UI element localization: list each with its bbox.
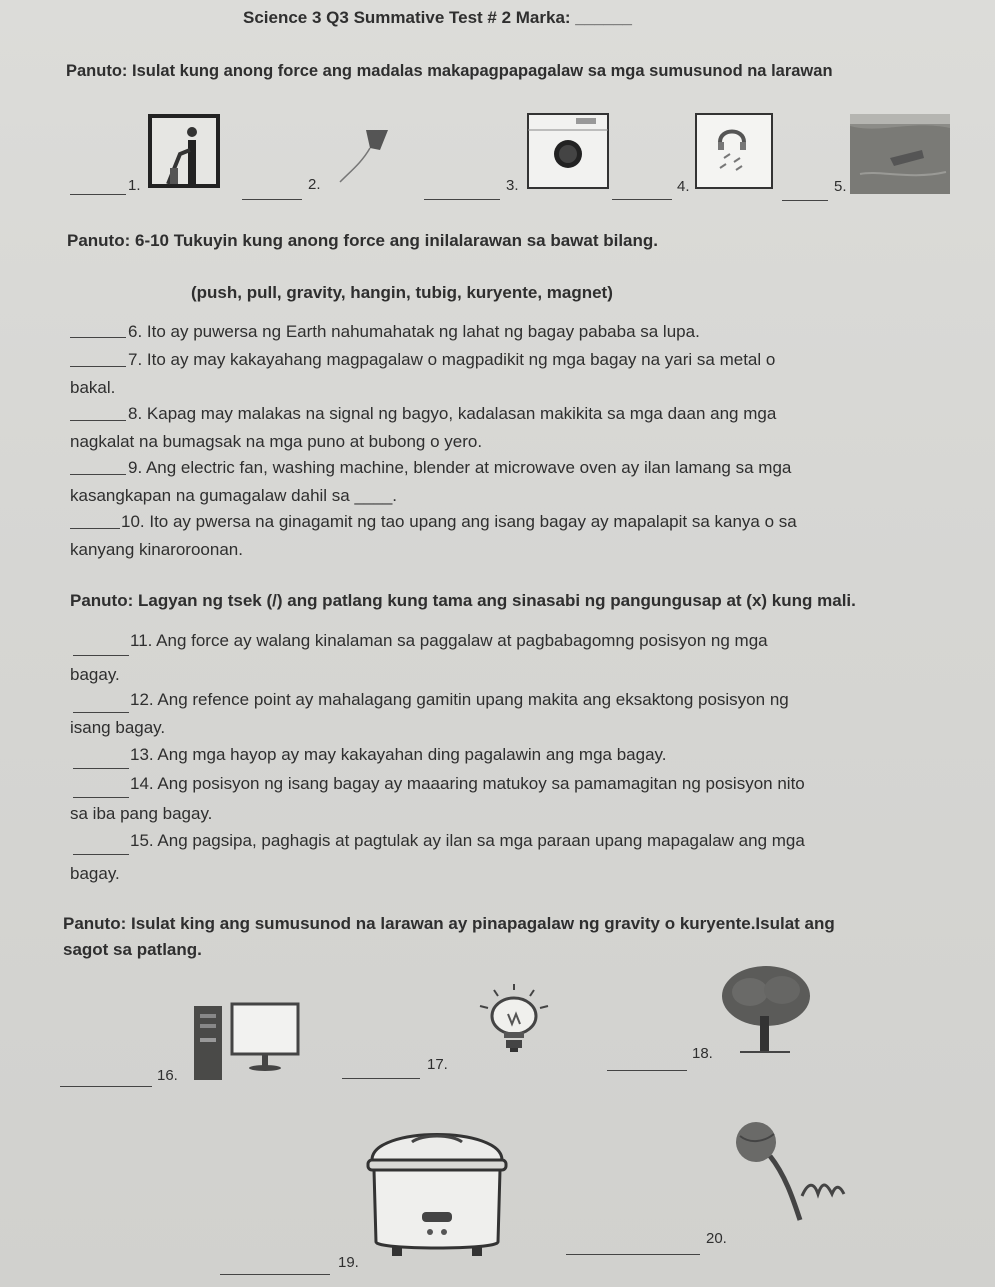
answer-blank-3[interactable] xyxy=(424,185,500,200)
answer-blank-5[interactable] xyxy=(782,186,828,201)
question-9-line1: 9. Ang electric fan, washing machine, blender at microwave oven ay ilan lamang sa mga xyxy=(128,458,792,477)
answer-blank-17[interactable] xyxy=(342,1064,420,1079)
force-choices: (push, pull, gravity, hangin, tubig, kuryente, magnet) xyxy=(191,283,613,302)
question-10-line2: kanyang kinaroroonan. xyxy=(70,540,243,559)
answer-blank-9[interactable] xyxy=(70,460,126,475)
kite-icon xyxy=(322,126,392,190)
question-12-line2: isang bagay. xyxy=(70,718,166,737)
item-number-18: 18. xyxy=(692,1045,713,1062)
answer-blank-2[interactable] xyxy=(242,185,302,200)
question-7-line2: bakal. xyxy=(70,378,116,397)
question-8-line2: nagkalat na bumagsak na mga puno at bubong o yero. xyxy=(70,432,483,451)
answer-blank-16[interactable] xyxy=(60,1072,152,1087)
tree-icon xyxy=(720,964,814,1056)
question-6: 6. Ito ay puwersa ng Earth nahumahatak ng lahat ng bagay pababa sa lupa. xyxy=(128,322,700,341)
question-10-line1: 10. Ito ay pwersa na ginagamit ng tao upang ang isang bagay ay mapalapit sa kanya o sa xyxy=(121,512,797,531)
part1-instruction: Panuto: Isulat kung anong force ang madalas makapagpapagalaw sa mga sumusunod na larawan xyxy=(66,62,833,80)
magnet-clips-icon xyxy=(694,112,774,190)
falling-ball-icon xyxy=(730,1116,860,1226)
question-11-line1: 11. Ang force ay walang kinalaman sa paggalaw at pagbabagomng posisyon ng mga xyxy=(130,631,768,650)
answer-blank-18[interactable] xyxy=(607,1056,687,1071)
answer-blank-4[interactable] xyxy=(612,185,672,200)
boat-on-water-icon xyxy=(850,114,950,194)
answer-blank-11[interactable] xyxy=(73,641,129,656)
item-number-17: 17. xyxy=(427,1056,448,1073)
question-12-line1: 12. Ang refence point ay mahalagang gamitin upang makita ang eksaktong posisyon ng xyxy=(130,690,789,709)
washing-machine-icon xyxy=(526,112,610,190)
desktop-computer-icon xyxy=(190,1000,302,1082)
answer-blank-1[interactable] xyxy=(70,180,126,195)
question-15-line2: bagay. xyxy=(70,864,120,883)
part2-instruction: Panuto: 6-10 Tukuyin kung anong force ang inilalarawan sa bawat bilang. xyxy=(67,231,659,250)
rice-cooker-icon xyxy=(362,1120,512,1262)
answer-blank-8[interactable] xyxy=(70,406,126,421)
part3-instruction: Panuto: Lagyan ng tsek (/) ang patlang kung tama ang sinasabi ng pangungusap at (x) kung mali. xyxy=(70,591,856,610)
light-bulb-icon xyxy=(460,982,570,1058)
item-number-5: 5. xyxy=(834,178,847,195)
answer-blank-10[interactable] xyxy=(70,514,120,529)
question-7-line1: 7. Ito ay may kakayahang magpagalaw o magpadikit ng mga bagay na yari sa metal o xyxy=(128,350,776,369)
answer-blank-13[interactable] xyxy=(73,754,129,769)
answer-blank-7[interactable] xyxy=(70,352,126,367)
question-9-line2: kasangkapan na gumagalaw dahil sa ____. xyxy=(70,486,398,505)
answer-blank-14[interactable] xyxy=(73,783,129,798)
part4-instruction-line1: Panuto: Isulat king ang sumusunod na larawan ay pinapagalaw ng gravity o kuryente.Isulat ang xyxy=(63,914,835,933)
item-number-4: 4. xyxy=(677,178,690,195)
question-14-line2: sa iba pang bagay. xyxy=(70,804,213,823)
question-13: 13. Ang mga hayop ay may kakayahan ding pagalawin ang mga bagay. xyxy=(130,745,667,764)
item-number-19: 19. xyxy=(338,1254,359,1271)
answer-blank-6[interactable] xyxy=(70,323,126,338)
person-pushing-door-icon xyxy=(148,110,220,190)
answer-blank-20[interactable] xyxy=(566,1240,700,1255)
question-14-line1: 14. Ang posisyon ng isang bagay ay maaaring matukoy sa pamamagitan ng posisyon nito xyxy=(130,774,805,793)
answer-blank-19[interactable] xyxy=(220,1260,330,1275)
question-15-line1: 15. Ang pagsipa, paghagis at pagtulak ay ilan sa mga paraan upang mapagalaw ang mga xyxy=(130,831,805,850)
item-number-20: 20. xyxy=(706,1230,727,1247)
question-8-line1: 8. Kapag may malakas na signal ng bagyo, kadalasan makikita sa mga daan ang mga xyxy=(128,404,777,423)
item-number-16: 16. xyxy=(157,1067,178,1084)
answer-blank-15[interactable] xyxy=(73,840,129,855)
test-title: Science 3 Q3 Summative Test # 2 Marka: ______ xyxy=(243,8,633,27)
question-11-line2: bagay. xyxy=(70,665,120,684)
part4-instruction-line2: sagot sa patlang. xyxy=(63,940,202,959)
item-number-2: 2. xyxy=(308,176,321,193)
item-number-1: 1. xyxy=(128,177,141,194)
answer-blank-12[interactable] xyxy=(73,698,129,713)
item-number-3: 3. xyxy=(506,177,519,194)
